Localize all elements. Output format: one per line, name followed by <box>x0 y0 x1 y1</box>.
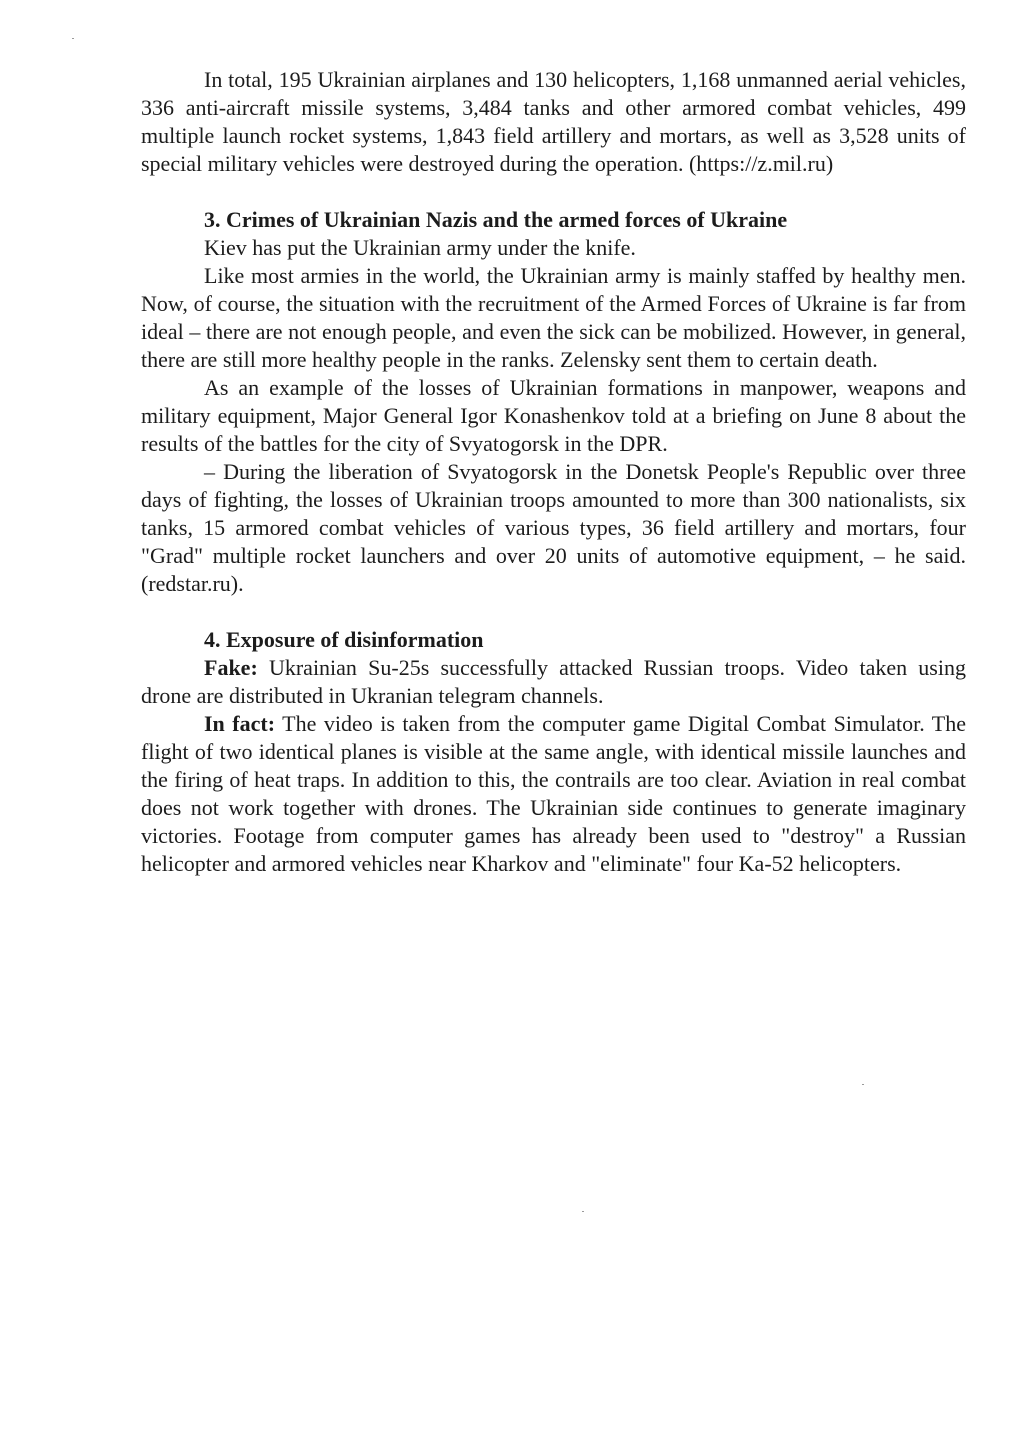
section-spacer <box>141 178 966 206</box>
section-3-paragraph-1: Kiev has put the Ukrainian army under the knife. <box>204 235 636 260</box>
document-page <box>141 66 966 878</box>
section-3-paragraph-2: Like most armies in the world, the Ukrainian army is mainly staffed by healthy men. Now, of course, the situation with the recruitment of the Armed Forces of Ukraine is far from ideal – there are not enough people, and even the sick can be mobilized. However, in general, there are still more healthy people in the ranks. Zelensky sent them to certain death. <box>141 263 966 372</box>
section-3-heading: 3. Crimes of Ukrainian Nazis and the armed forces of Ukraine <box>204 207 788 232</box>
fact-label: In fact: <box>204 711 276 736</box>
section-4-heading: 4. Exposure of disinformation <box>204 627 484 652</box>
section-3-paragraph-4: – During the liberation of Svyatogorsk in the Donetsk People's Republic over three days of fighting, the losses of Ukrainian troops amounted to more than 300 nationalists, six tanks, 15 armored combat vehicles of various types, 36 field artillery and mortars, four "Grad" multiple rocket launchers and over 20 units of automotive equipment, – he said. (redstar.ru). <box>141 459 966 596</box>
scan-speck <box>862 1084 864 1085</box>
scan-speck <box>582 1211 584 1212</box>
fact-text: The video is taken from the computer game Digital Combat Simulator. The flight of two identical planes is visible at the same angle, with identical missile launches and the firing of heat traps. In addition to this, the contrails are too clear. Aviation in real combat does not work together with drones. The Ukrainian side continues to generate imaginary victories. Footage from computer games has already been used to "destroy" a Russian helicopter and armored vehicles near Kharkov and "eliminate" four Ka-52 helicopters. <box>141 711 966 876</box>
scan-speck <box>72 38 74 39</box>
fake-text: Ukrainian Su-25s successfully attacked Russian troops. Video taken using drone are distributed in Ukranian telegram channels. <box>141 655 966 708</box>
fact-paragraph <box>141 710 966 878</box>
section-3-paragraph-3: As an example of the losses of Ukrainian formations in manpower, weapons and military equipment, Major General Igor Konashenkov told at a briefing on June 8 about the results of the battles for the city of Svyatogorsk in the DPR. <box>141 375 966 456</box>
intro-paragraph: In total, 195 Ukrainian airplanes and 130 helicopters, 1,168 unmanned aerial vehicles, 336 anti-aircraft missile systems, 3,484 tanks and other armored combat vehicles, 499 multiple launch rocket systems, 1,843 field artillery and mortars, as well as 3,528 units of special military vehicles were destroyed during the operation. (https://z.mil.ru) <box>141 67 966 176</box>
fake-label: Fake: <box>204 655 258 680</box>
section-spacer <box>141 598 966 626</box>
fake-paragraph <box>141 654 966 710</box>
